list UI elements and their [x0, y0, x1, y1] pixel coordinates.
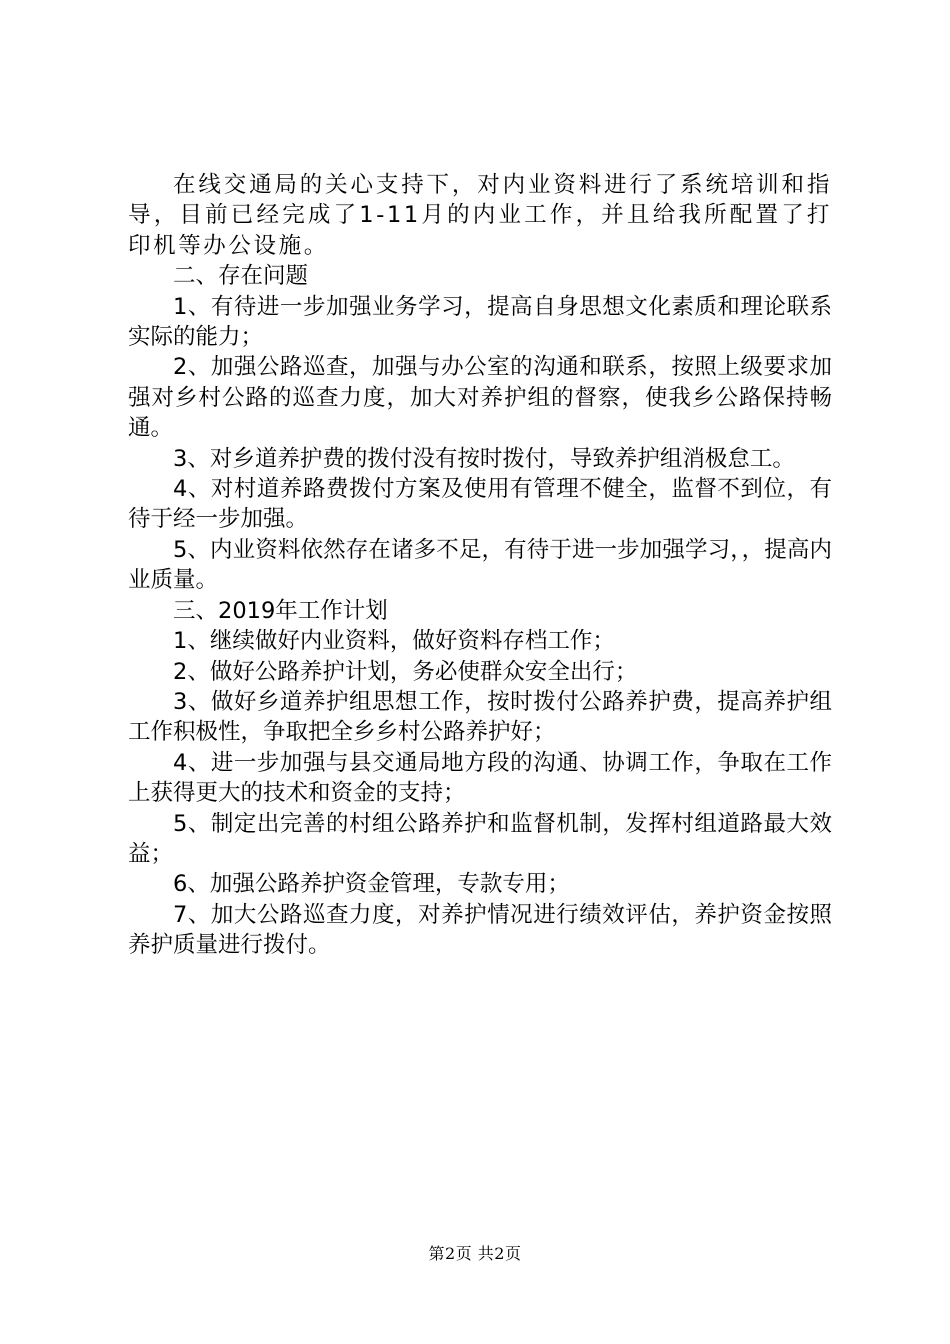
problem-item-2: 2、加强公路巡查，加强与办公室的沟通和联系，按照上级要求加强对乡村公路的巡查力度，加大对养护组的督察，使我乡公路保持畅通。: [128, 354, 832, 442]
document-body: [128, 170, 832, 961]
plan-item-4: 4、进一步加强与县交通局地方段的沟通、协调工作，争取在工作上获得更大的技术和资金的支持；: [128, 749, 832, 807]
problem-item-3: 3、对乡道养护费的拨付没有按时拨付，导致养护组消极怠工。: [173, 445, 795, 472]
plan-item-6: 6、加强公路养护资金管理，专款专用；: [173, 871, 570, 898]
page-number-footer: 第2页 共2页: [428, 1244, 522, 1263]
section-heading-problems: 二、存在问题: [173, 263, 309, 290]
plan-item-5: 5、制定出完善的村组公路养护和监督机制，发挥村组道路最大效益；: [128, 810, 832, 867]
plan-item-3: 3、做好乡道养护组思想工作，按时拨付公路养护费，提高养护组工作积极性，争取把全乡乡村公路养护好；: [128, 688, 832, 746]
section-heading-plan: 三、2019年工作计划: [173, 597, 388, 624]
problem-item-5: 5、内业资料依然存在诸多不足，有待于进一步加强学习，，提高内业质量。: [128, 536, 832, 594]
plan-item-1: 1、继续做好内业资料，做好资料存档工作；: [173, 628, 615, 655]
problem-item-4: 4、对村道养路费拨付方案及使用有管理不健全，监督不到位，有待于经一步加强。: [128, 476, 832, 533]
problem-item-1: 1、有待进一步加强业务学习，提高自身思想文化素质和理论联系实际的能力；: [128, 293, 832, 351]
plan-item-2: 2、做好公路养护计划，务必使群众安全出行；: [173, 658, 638, 685]
plan-item-7: 7、加大公路巡查力度，对养护情况进行绩效评估，养护资金按照养护质量进行拨付。: [128, 901, 832, 959]
intro-paragraph: 在线交通局的关心支持下，对内业资料进行了系统培训和指导，目前已经完成了1-11月的内业工作，并且给我所配置了打印机等办公设施。: [128, 172, 832, 259]
